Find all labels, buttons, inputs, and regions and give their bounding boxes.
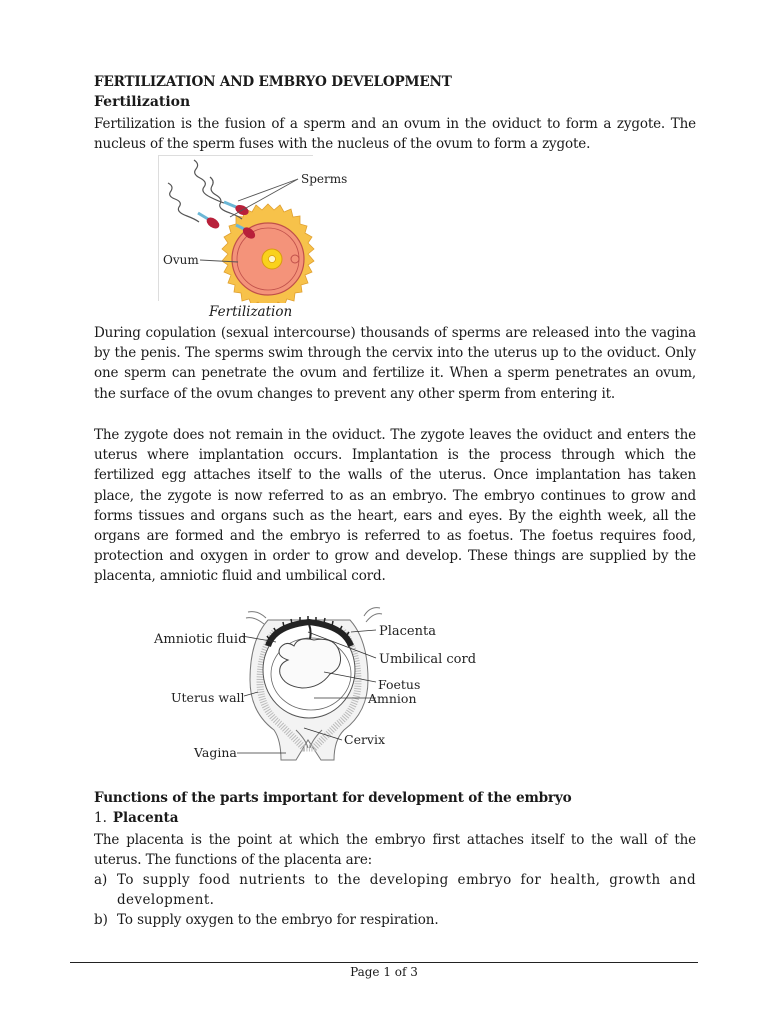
amniotic-fluid-label: Amniotic fluid <box>154 632 247 647</box>
figure-border <box>158 155 313 156</box>
ovum-label: Ovum <box>163 253 199 267</box>
amnion-label: Amnion <box>368 691 417 706</box>
placenta-label: Placenta <box>379 624 436 639</box>
paragraph-intro: Fertilization is the fusion of a sperm and an ovum in the oviduct to form a zygote. The nucleus of the sperm fuses with the nucleus of the ovum to form a zygote. <box>94 116 696 153</box>
uterus-illustration <box>146 600 486 770</box>
vagina-label: Vagina <box>194 745 237 760</box>
list-marker: b) <box>94 912 108 928</box>
document-title: FERTILIZATION AND EMBRYO DEVELOPMENT <box>94 74 452 90</box>
uterus-figure <box>146 600 486 770</box>
list-text: To supply food nutrients to the developing embryo for health, growth and development. <box>117 872 696 909</box>
paragraph-placenta: The placenta is the point at which the embryo first attaches itself to the wall of the uterus. The functions of the placenta are: <box>94 832 696 869</box>
list-marker: a) <box>94 872 108 888</box>
list-text: To supply oxygen to the embryo for respiration. <box>117 912 439 928</box>
figure-border <box>158 155 159 301</box>
sperms-label: Sperms <box>301 172 348 186</box>
paragraph-zygote: The zygote does not remain in the oviduct. The zygote leaves the oviduct and enters the uterus where implantation occurs. Implantation is the process through which the fertilized egg attaches itself to the walls of the uterus. Once implantation has taken place, the zygote is now referred to as an embryo. The embryo continues to grow and forms tissues and organs such as the heart, ears and eyes. By the eighth week, all the organs are formed and the embryo is referred to as foetus. The foetus requires food, protection and oxygen in order to grow and develop. These things are supplied by the placenta, amniotic fluid and umbilical cord. <box>94 427 696 585</box>
list-item <box>94 870 696 910</box>
item-number: 1. <box>94 810 107 826</box>
functions-heading: Functions of the parts important for development of the embryo <box>94 790 572 806</box>
section-heading: Fertilization <box>94 94 191 110</box>
numbered-item-placenta <box>94 810 179 826</box>
footer-divider <box>70 962 698 963</box>
cervix-label: Cervix <box>344 732 386 747</box>
umbilical-cord-label: Umbilical cord <box>379 652 477 667</box>
paragraph-copulation: During copulation (sexual intercourse) thousands of sperms are released into the vagina by the penis. The sperms swim through the cervix into the uterus up to the oviduct. Only one sperm can penetrate the ovum and fertilize it. When a sperm penetrates an ovum, the surface of the ovum changes to prevent any other sperm from entering it. <box>94 325 696 402</box>
fertilization-illustration <box>158 155 358 303</box>
fertilization-figure <box>158 155 358 303</box>
page-number: Page 1 of 3 <box>350 965 418 979</box>
item-label: Placenta <box>112 810 179 826</box>
uterus-wall-label: Uterus wall <box>171 690 245 705</box>
figure-caption: Fertilization <box>209 304 293 320</box>
list-item <box>94 910 696 930</box>
foetus-label: Foetus <box>378 677 421 692</box>
